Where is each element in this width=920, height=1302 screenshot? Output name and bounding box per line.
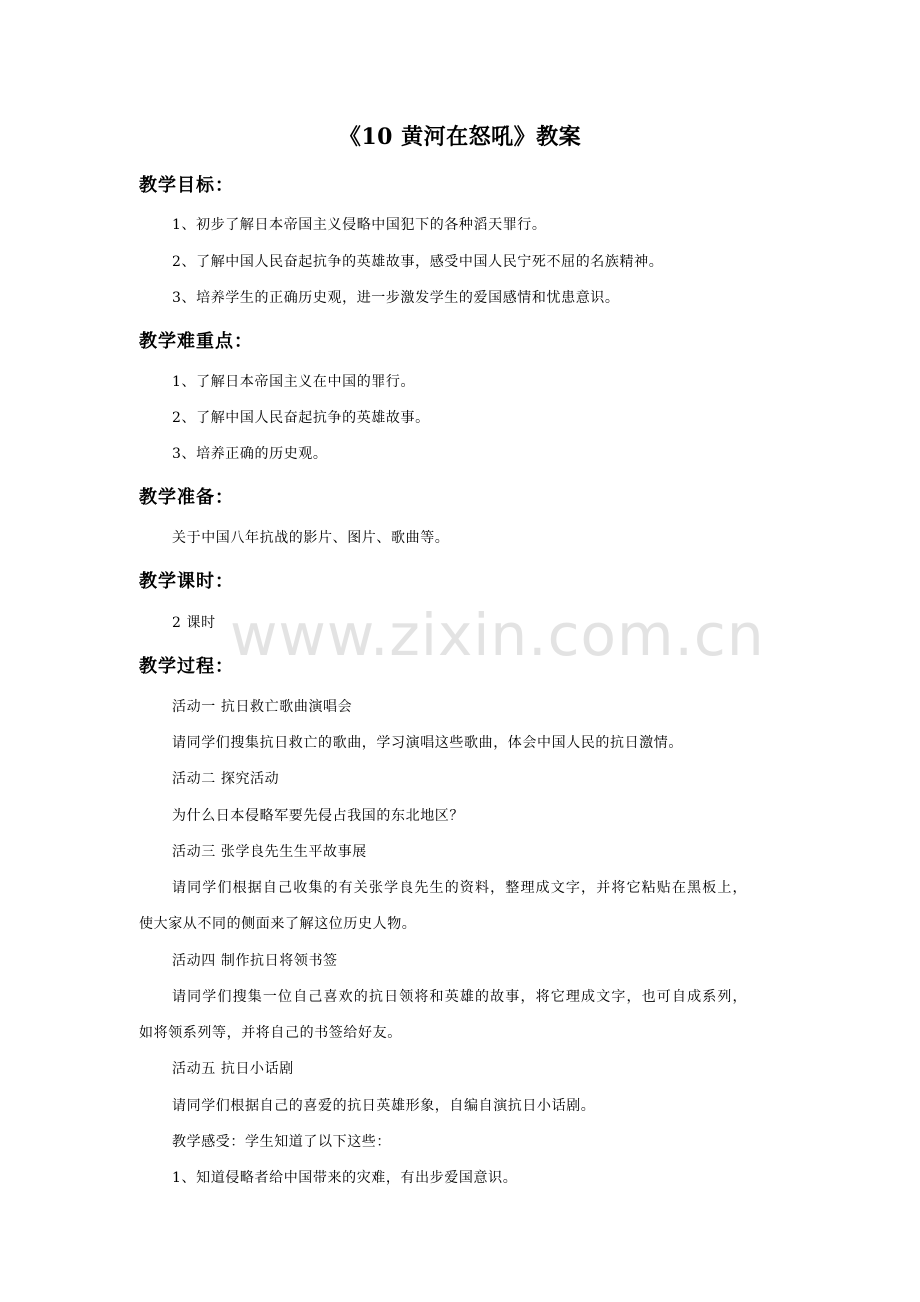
section-heading-periods: 教学课时： <box>139 571 234 592</box>
section-heading-process: 教学过程： <box>139 656 234 677</box>
preparation-text: 关于中国八年抗战的影片、图片、歌曲等。 <box>172 530 450 546</box>
process-line: 活动一 抗日救亡歌曲演唱会 <box>172 699 353 715</box>
process-line: 为什么日本侵略军要先侵占我国的东北地区？ <box>172 808 464 824</box>
objective-item: 1、初步了解日本帝国主义侵略中国犯下的各种滔天罪行。 <box>172 217 547 233</box>
process-line: 请同学们搜集一位自己喜欢的抗日领将和英雄的故事，将它理成文字，也可自成系列， <box>172 989 748 1005</box>
document-title: 《10 黄河在怒吼》教案 <box>338 124 582 150</box>
objective-item: 3、培养学生的正确历史观，进一步激发学生的爱国感情和忧患意识。 <box>172 290 620 306</box>
process-line: 教学感受：学生知道了以下这些： <box>172 1134 391 1150</box>
process-line: 请同学们根据自己收集的有关张学良先生的资料，整理成文字，并将它粘贴在黑板上， <box>172 880 748 896</box>
periods-text: 2 课时 <box>172 615 216 631</box>
process-line: 活动三 张学良先生生平故事展 <box>172 844 367 860</box>
process-line: 请同学们根据自己的喜爱的抗日英雄形象，自编自演抗日小话剧。 <box>172 1098 596 1114</box>
process-line: 活动四 制作抗日将领书签 <box>172 953 338 969</box>
section-heading-key-points: 教学难重点： <box>139 331 253 352</box>
key-point-item: 1、了解日本帝国主义在中国的罪行。 <box>172 374 416 390</box>
process-line: 如将领系列等，并将自己的书签给好友。 <box>139 1025 402 1041</box>
process-line: 使大家从不同的侧面来了解这位历史人物。 <box>139 916 417 932</box>
objective-item: 2、了解中国人民奋起抗争的英雄故事，感受中国人民宁死不屈的名族精神。 <box>172 254 664 270</box>
watermark: www.zixin.com.cn <box>230 601 765 669</box>
process-line: 活动二 探究活动 <box>172 771 280 787</box>
key-point-item: 3、培养正确的历史观。 <box>172 446 328 462</box>
section-heading-preparation: 教学准备： <box>139 487 234 508</box>
process-line: 1、知道侵略者给中国带来的灾难，有出步爱国意识。 <box>172 1170 518 1186</box>
section-heading-objectives: 教学目标： <box>139 175 234 196</box>
key-point-item: 2、了解中国人民奋起抗争的英雄故事。 <box>172 410 430 426</box>
process-line: 请同学们搜集抗日救亡的歌曲，学习演唱这些歌曲，体会中国人民的抗日激情。 <box>172 735 683 751</box>
process-line: 活动五 抗日小话剧 <box>172 1061 294 1077</box>
